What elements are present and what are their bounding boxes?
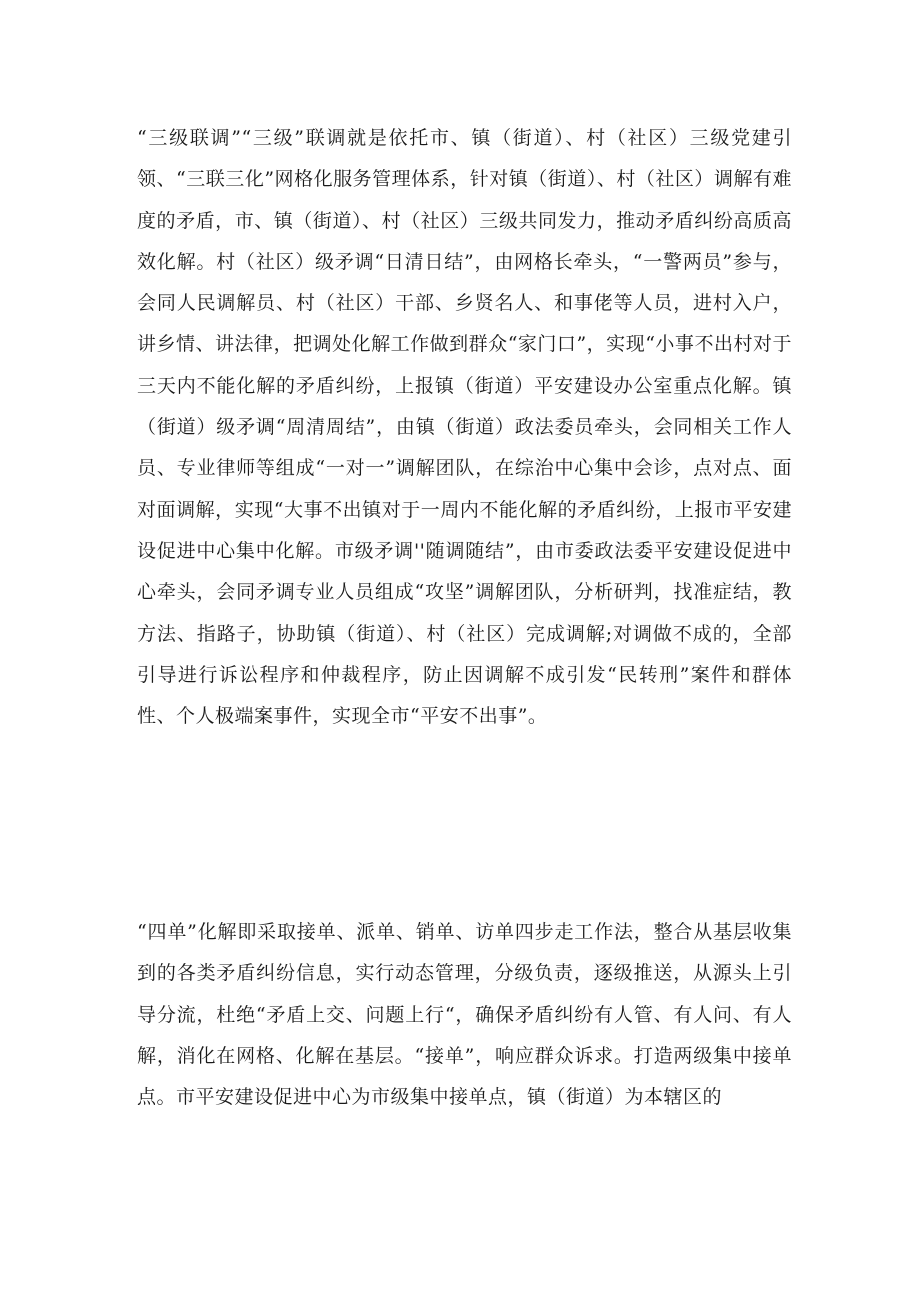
paragraph-three-level-mediation: “三级联调”“三级”联调就是依托市、镇（街道）、村（社区）三级党建引领、“三联三化”网格化服务管理体系，针对镇（街道）、村（社区）调解有难度的矛盾，市、镇（街道）、村（社区）三级共同发力，推动矛盾纠纷高质高效化解。村（社区）级矛调“日清日结”，由网格长牵头，“一警两员”参与，会同人民调解员、村（社区）干部、乡贤名人、和事佬等人员，进村入户，讲乡情、讲法律，把调处化解工作做到群众“家门口”，实现“小事不出村对于三天内不能化解的矛盾纠纷，上报镇（街道）平安建设办公室重点化解。镇（街道）级矛调“周清周结”，由镇（街道）政法委员牵头，会同相关工作人员、专业律师等组成“一对一”调解团队，在综治中心集中会诊，点对点、面对面调解，实现“大事不出镇对于一周内不能化解的矛盾纠纷，上报市平安建设促进中心集中化解。市级矛调''随调随结”，由市委政法委平安建设促进中心牵头，会同矛调专业人员组成“攻坚”调解团队，分析研判，找准症结，教方法、指路子，协助镇（街道）、村（社区）完成调解;对调做不成的，全部引导进行诉讼程序和仲裁程序，防止因调解不成引发“民转刑”案件和群体性、个人极端案事件，实现全市“平安不出事”。 xyxy=(137,127,792,728)
paragraph-four-orders-resolution: “四单”化解即采取接单、派单、销单、访单四步走工作法，整合从基层收集到的各类矛盾纠纷信息，实行动态管理，分级负责，逐级推送，从源头上引导分流，杜绝“矛盾上交、问题上行“，确保矛盾纠纷有人管、有人问、有人解，消化在网格、化解在基层。“接单”，响应群众诉求。打造两级集中接单点。市平安建设促进中心为市级集中接单点，镇（街道）为本辖区的 xyxy=(137,921,792,1109)
